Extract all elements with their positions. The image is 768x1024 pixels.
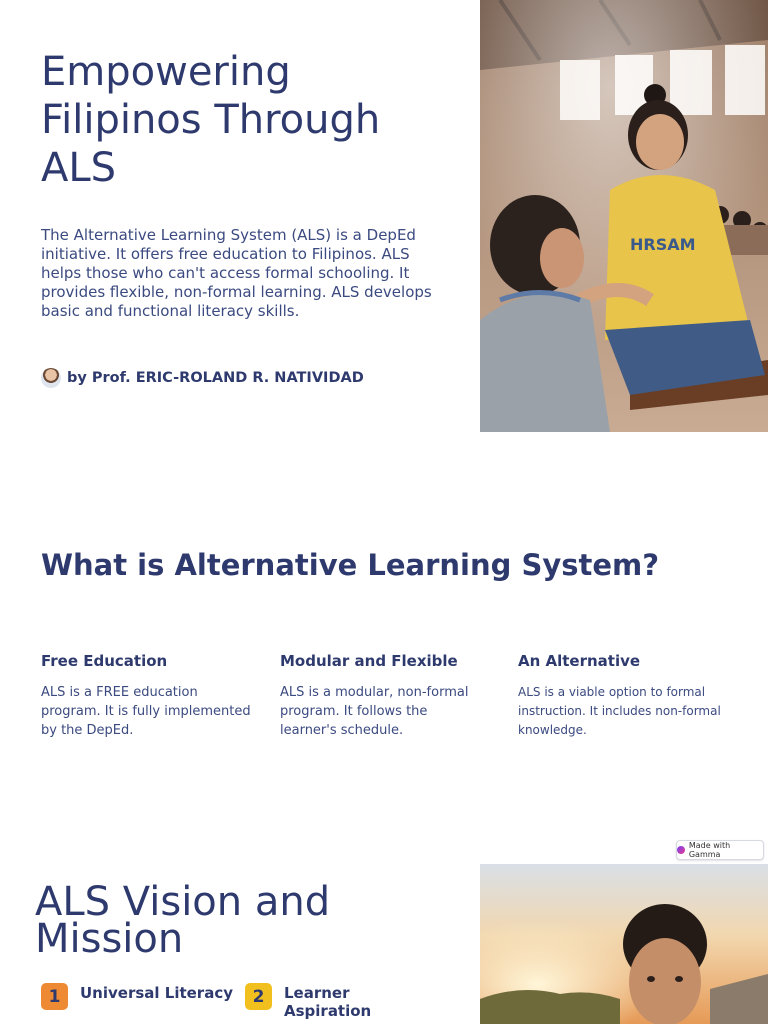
card-title: Free Education: [41, 652, 168, 670]
card-body: ALS is a modular, non-formal program. It follows the learner's schedule.: [280, 685, 469, 738]
hero-title: Empowering Filipinos Through ALS: [41, 49, 381, 191]
vision-item-learner-aspiration: [245, 983, 395, 1020]
badge-label: Made with Gamma: [688, 841, 731, 859]
shirt-text: HRSAM: [630, 235, 696, 254]
card-an-alternative: [518, 652, 733, 740]
card-free-education: [41, 652, 251, 740]
boy-sunset-photo: [480, 864, 768, 1024]
gamma-logo-icon: [677, 846, 685, 854]
card-title: An Alternative: [518, 652, 641, 670]
card-body: ALS is a viable option to formal instruction. It includes non-formal knowledge.: [518, 685, 721, 737]
author-byline: [41, 368, 364, 388]
what-is-als-heading: What is Alternative Learning System?: [41, 548, 660, 582]
card-modular-flexible: [280, 652, 480, 740]
author-name: by Prof. ERIC-ROLAND R. NATIVIDAD: [67, 370, 364, 386]
hero-description: The Alternative Learning System (ALS) is a DepEd initiative. It offers free education to Filipinos. ALS helps those who can't access formal schooling. It provides flexible, non-formal learning. ALS develops basic and functional literacy skills.: [41, 226, 432, 320]
item-number-badge: 2: [245, 983, 272, 1010]
vision-item-universal-literacy: [41, 983, 233, 1010]
classroom-photo: [480, 0, 768, 432]
item-number-badge: 1: [41, 983, 68, 1010]
vision-mission-heading: ALS Vision and Mission: [35, 879, 331, 962]
made-with-gamma-badge[interactable]: [676, 840, 764, 860]
hero-section: [0, 0, 768, 432]
item-label: Learner Aspiration: [284, 984, 372, 1020]
author-avatar: [41, 368, 61, 388]
card-body: ALS is a FREE education program. It is fully implemented by the DepEd.: [41, 685, 251, 738]
item-label: Universal Literacy: [80, 984, 233, 1002]
card-title: Modular and Flexible: [280, 652, 458, 670]
